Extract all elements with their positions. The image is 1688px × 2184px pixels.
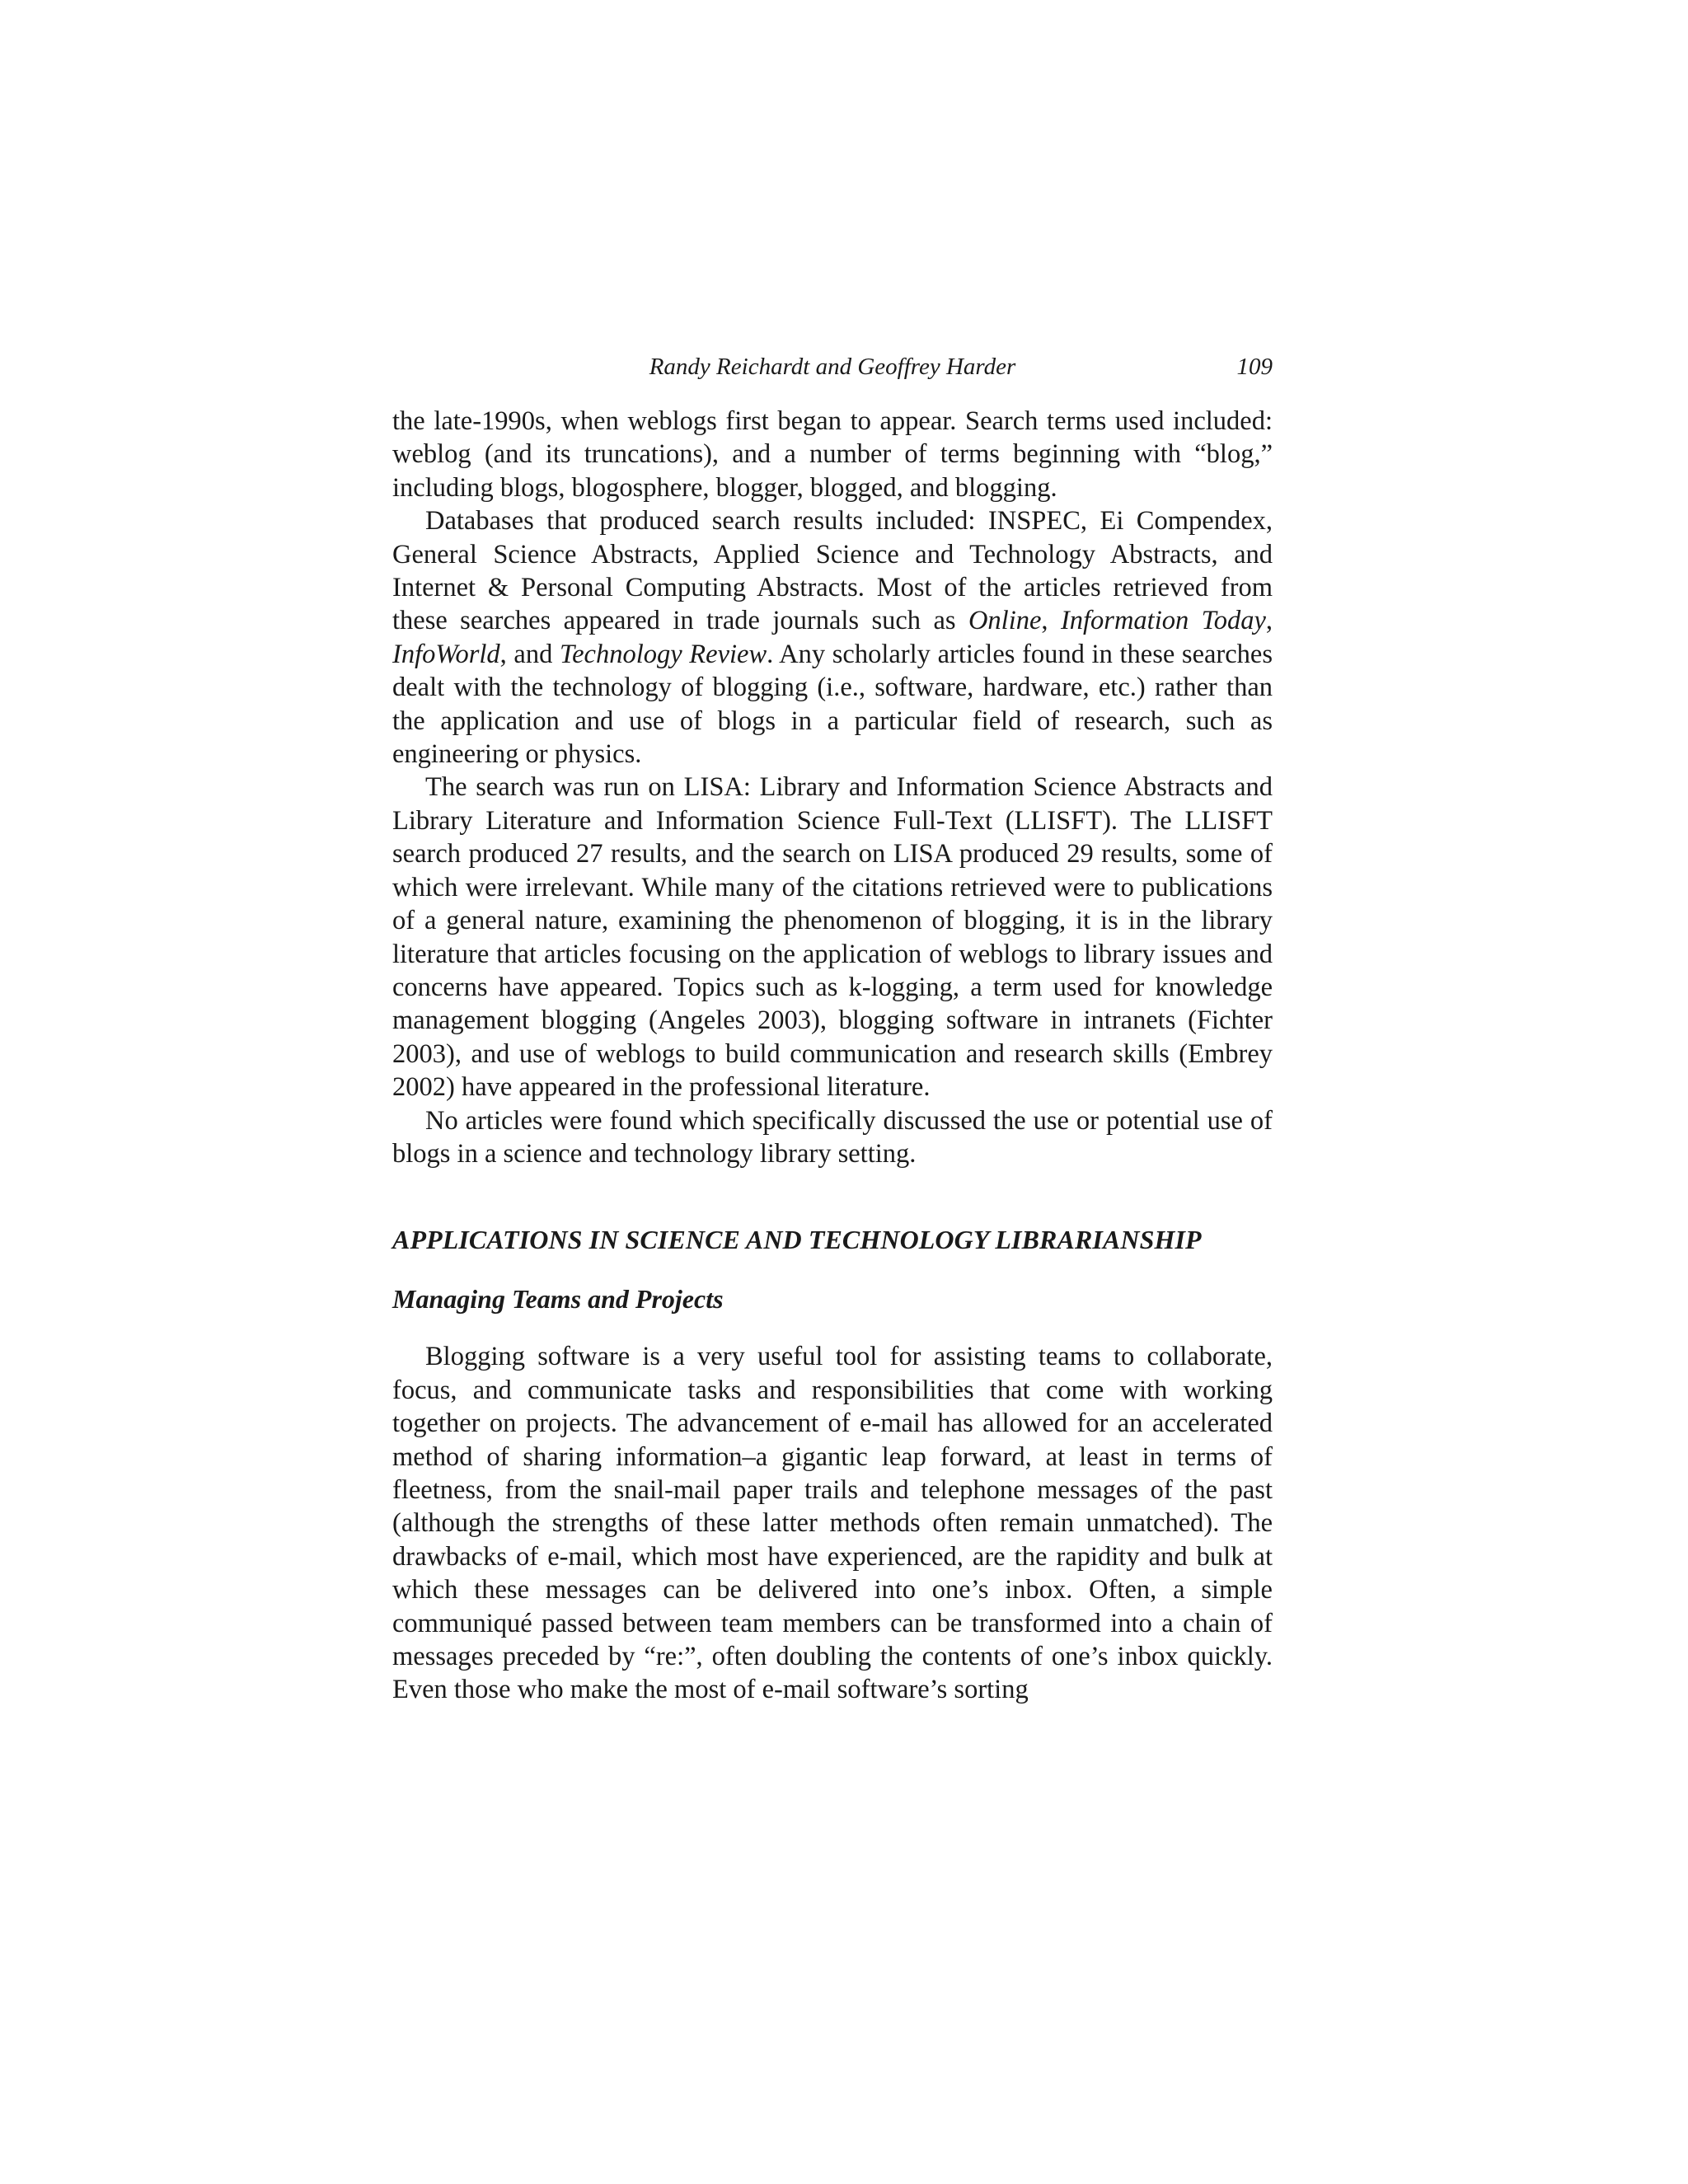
section-heading: APPLICATIONS IN SCIENCE AND TECHNOLOGY LIBRARIANSHIP xyxy=(392,1225,1202,1255)
running-head-authors: Randy Reichardt and Geoffrey Harder xyxy=(649,354,1016,380)
separator: , xyxy=(1041,606,1061,636)
separator: , xyxy=(1265,606,1273,636)
paragraph-continued: the late-1990s, when weblogs first began to appear. Search terms used included: weblog (and its truncations), and a number of terms beginning with “blog,” including blogs, blogosphere, blogger, blogged, and blogging. xyxy=(392,406,1273,503)
journal-title-information-today: Information Today xyxy=(1060,606,1266,636)
running-head xyxy=(392,350,1273,383)
subsection-heading: Managing Teams and Projects xyxy=(392,1284,724,1315)
page-number: 109 xyxy=(1236,354,1273,380)
body-text xyxy=(392,405,1273,1170)
paragraph-no-articles: No articles were found which specifically discussed the use or potential use of blogs in a science and technology library setting. xyxy=(392,1105,1273,1169)
page xyxy=(392,350,1273,1707)
journal-title-technology-review: Technology Review xyxy=(560,639,767,669)
paragraph-databases xyxy=(392,504,1273,771)
paragraph-blogging-software: Blogging software is a very useful tool for assisting teams to collaborate, focus, and communicate tasks and responsibilities that come with working together on projects. The advancement of e-mail has allowed for an accelerated method of sharing information–a gigantic leap forward, at least in terms of fleetness, from the snail-mail paper trails and telephone messages of the past (although the strengths of these latter methods often remain unmatched). The drawbacks of e-mail, which most have experienced, are the rapidity and bulk at which these messages can be delivered into one’s inbox. Often, a simple communiqué passed between team members can be transformed into a chain of messages preceded by “re:”, often doubling the contents of one’s inbox quickly. Even those who make the most of e-mail software’s sorting xyxy=(392,1342,1273,1705)
paragraph-databases-text: Databases that produced search results included: INSPEC, Ei Compendex, General Science Abstracts, Applied Science and Technology Abstracts, and Internet & Personal Computing Abstracts. Most of the articles retrieved from these searches appeared in trade journals such as xyxy=(392,506,1273,636)
journal-title-infoworld: InfoWorld xyxy=(392,639,500,669)
paragraph-databases-text: . Any scholarly articles found in these searches dealt with the technology of blogging (i.e., software, hardware, etc.) rather than the application and use of blogs in a particular field of research, such as engineering or physics. xyxy=(392,639,1273,770)
paragraph-lisa-search: The search was run on LISA: Library and Information Science Abstracts and Library Literature and Information Science Full-Text (LLISFT). The LLISFT search produced 27 results, and the search on LISA produced 29 results, some of which were irrelevant. While many of the citations retrieved were to publications of a general nature, examining the phenomenon of blogging, it is in the library literature that articles focusing on the application of weblogs to library issues and concerns have appeared. Topics such as k-logging, a term used for knowledge management blogging (Angeles 2003), blogging software in intranets (Fichter 2003), and use of weblogs to build communication and research skills (Embrey 2002) have appeared in the professional literature. xyxy=(392,772,1273,1103)
journal-title-online: Online xyxy=(968,606,1042,636)
body-text-section xyxy=(392,1340,1273,1706)
separator: , and xyxy=(499,639,560,669)
